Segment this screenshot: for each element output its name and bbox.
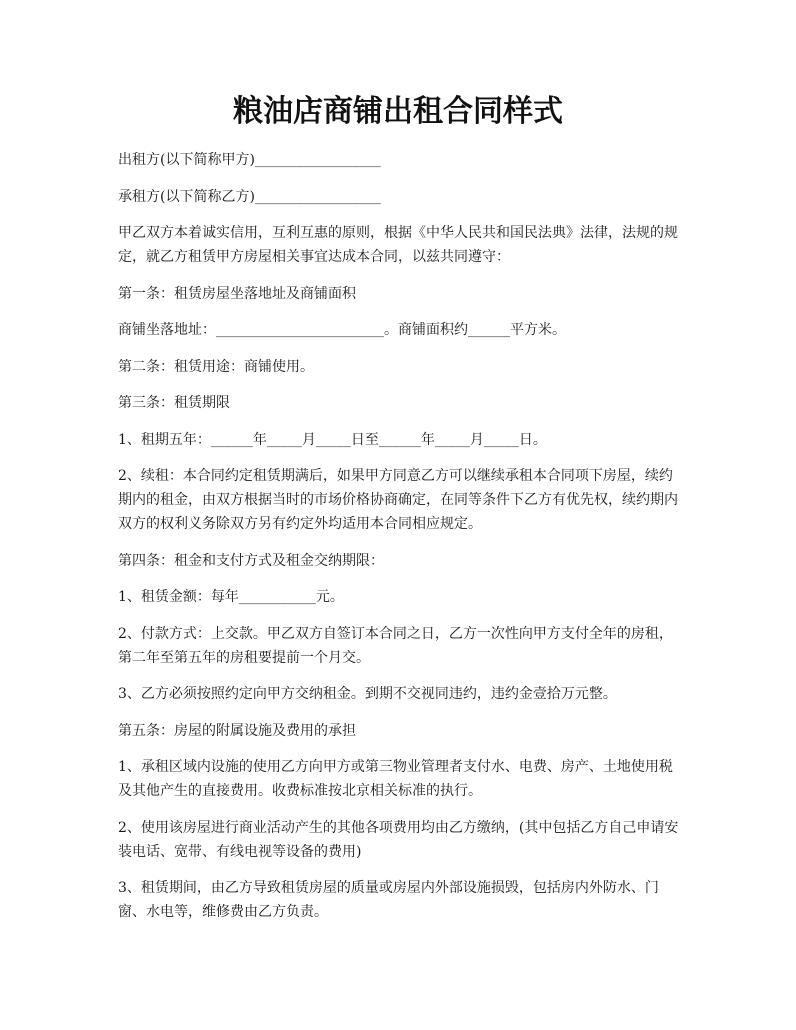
preamble-paragraph: 甲乙双方本着诚实信用，互利互惠的原则，根据《中华人民共和国民法典》法律，法规的规定，就乙方租赁甲方房屋相关事宜达成本合同，以兹共同遵守：: [118, 225, 678, 265]
repair-paragraph: 3、租赁期间，由乙方导致租赁房屋的质量或房屋内外部设施损毁，包括房内外防水、门窗、水电等，维修费由乙方负责。: [118, 880, 659, 920]
lessee-line: 承租方(以下简称乙方)__________________: [118, 188, 381, 205]
payment-method-paragraph: 2、付款方式：上交款。甲乙双方自签订本合同之日，乙方一次性向甲方支付全年的房租，第二年至第五年的房租要提前一个月交。: [118, 625, 673, 666]
lessor-line: 出租方(以下简称甲方)__________________: [118, 152, 381, 168]
contract-body: [118, 148, 684, 937]
article-2-heading: 第二条：租赁用途：商铺使用。: [118, 358, 314, 375]
renewal-paragraph: 2、续租：本合同约定租赁期满后，如果甲方同意乙方可以继续承租本合同项下房屋，续约期内的租金，由双方根据当时的市场价格协商确定，在同等条件下乙方有优先权，续约期内双方的权利义务除双方另有约定外均适用本合同相应规定。: [118, 468, 678, 532]
lease-term-line: 1、租期五年：______年_____月_____日至______年_____月_____日。: [118, 431, 547, 448]
document-title: 粮油店商铺出租合同样式: [233, 94, 563, 129]
shop-address-line: 商铺坐落地址：________________________。商铺面积约______平方米。: [118, 322, 566, 338]
article-5-heading: 第五条：房屋的附属设施及费用的承担: [118, 722, 356, 739]
article-3-heading: 第三条：租赁期限: [118, 395, 230, 411]
rent-amount-line: 1、租赁金额：每年___________元。: [118, 589, 344, 605]
rent-obligation-line: 3、乙方必须按照约定向甲方交纳租金。到期不交视同违约，违约金壹拾万元整。: [118, 686, 617, 702]
utilities-paragraph: 1、承租区域内设施的使用乙方向甲方或第三物业管理者支付水、电费、房产、土地使用税及其他产生的直接费用。收费标准按北京相关标准的执行。: [118, 759, 673, 799]
article-1-heading: 第一条：租赁房屋坐落地址及商铺面积: [118, 285, 356, 302]
article-4-heading: 第四条：租金和支付方式及租金交纳期限：: [118, 552, 384, 569]
other-fees-paragraph: 2、使用该房屋进行商业活动产生的其他各项费用均由乙方缴纳，(其中包括乙方自己申请安装电话、宽带、有线电视等设备的费用): [118, 819, 679, 860]
